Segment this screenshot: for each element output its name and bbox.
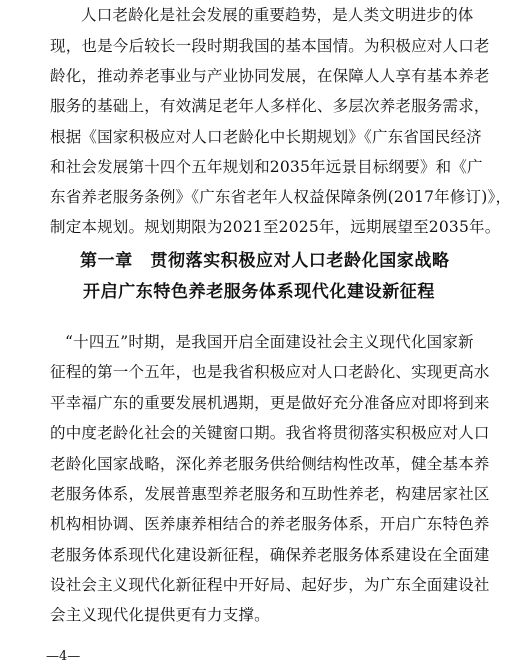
paragraph-line: 现，也是今后较长一段时期我国的基本国情。为积极应对人口老 — [50, 37, 490, 55]
chapter-title-line-2: 开启广东特色养老服务体系现代化建设新征程 — [83, 282, 435, 302]
page-number: —4— — [46, 649, 81, 664]
paragraph-line: 东省养老服务条例》《广东省老年人权益保障条例(2017年修订)》， — [50, 188, 512, 206]
paragraph-line: 和社会发展第十四个五年规划和2035年远景目标纲要》和《广 — [50, 158, 483, 176]
paragraph-line: 老服务体系现代化建设新征程，确保养老服务体系建设在全面建 — [50, 546, 490, 564]
paragraph-line: 制定本规划。规划期限为2021至2025年，远期展望至2035年。 — [50, 218, 501, 236]
chapter-title-line-1: 第一章 贯彻落实积极应对人口老龄化国家战略 — [80, 251, 450, 271]
paragraph-line: 老服务体系，发展普惠型养老服务和互助性养老，构建居家社区 — [50, 485, 490, 503]
paragraph-line: 平幸福广东的重要发展机遇期，更是做好充分准备应对即将到来 — [50, 394, 490, 412]
paragraph-line: “十四五”时期，是我国开启全面建设社会主义现代化国家新 — [65, 333, 474, 351]
paragraph-line: 的中度老龄化社会的关键窗口期。我省将贯彻落实积极应对人口 — [50, 424, 490, 442]
paragraph-line: 机构相协调、医养康养相结合的养老服务体系，开启广东特色养 — [50, 515, 490, 533]
paragraph-line: 根据《国家积极应对人口老龄化中长期规划》《广东省国民经济 — [50, 128, 482, 146]
paragraph-line: 设社会主义现代化新征程中开好局、起好步，为广东全面建设社 — [50, 576, 490, 594]
paragraph-line: 征程的第一个五年，也是我省积极应对人口老龄化、实现更高水 — [50, 363, 490, 381]
paragraph-line: 会主义现代化提供更有力支撑。 — [50, 606, 270, 624]
paragraph-line: 龄化，推动养老事业与产业协同发展，在保障人人享有基本养老 — [50, 67, 490, 85]
paragraph-line: 人口老龄化是社会发展的重要趋势，是人类文明进步的体 — [81, 6, 474, 24]
paragraph-line: 老龄化国家战略，深化养老服务供给侧结构性改革，健全基本养 — [50, 455, 490, 473]
paragraph-line: 服务的基础上，有效满足老年人多样化、多层次养老服务需求， — [50, 97, 490, 115]
